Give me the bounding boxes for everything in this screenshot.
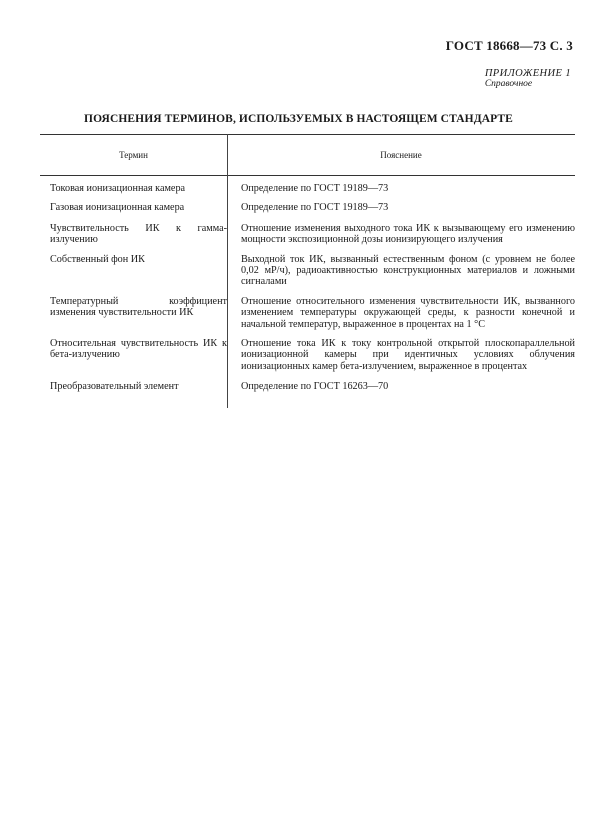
header-term: Термин (119, 150, 148, 160)
table-header (40, 135, 575, 175)
terms-table (40, 134, 575, 393)
table-row (40, 338, 575, 372)
appendix-label: ПРИЛОЖЕНИЕ 1 (484, 68, 571, 79)
table-row (40, 296, 575, 330)
row-explanation: Определение по ГОСТ 19189—73 (241, 183, 389, 194)
row-term: Токовая ионизационная камера (50, 183, 186, 194)
page-title: ПОЯСНЕНИЯ ТЕРМИНОВ, ИСПОЛЬЗУЕМЫХ В НАСТОЯЩЕМ СТАНДАРТЕ (84, 113, 513, 125)
row-term: Относительная чувствительность ИК к бета-излучению (50, 338, 227, 361)
table-header-rule (40, 175, 575, 176)
row-term: Чувствительность ИК к гамма-излучению (50, 222, 227, 246)
row-term: Температурный коэффициент изменения чувствительности ИК (50, 295, 227, 319)
row-explanation: Отношение тока ИК к току контрольной открытой плоскопараллельной ионизационной камеры при идентичных условиях облучения ионизационных камер бета-излучением, выраженное в процентах (241, 338, 575, 372)
appendix-type: Справочное (484, 79, 533, 89)
row-explanation: Выходной ток ИК, вызванный естественным фоном (с уровнем не более 0,02 мР/ч), радиоактивностью конструкционных материалов и ложными сигналами (241, 253, 575, 288)
row-term: Газовая ионизационная камера (50, 202, 185, 214)
row-term: Преобразовательный элемент (50, 381, 179, 393)
table-row (40, 223, 575, 246)
table-row (40, 202, 575, 213)
row-explanation: Определение по ГОСТ 19189—73 (241, 202, 389, 214)
header-explanation: Пояснение (380, 150, 422, 160)
table-row (40, 183, 575, 194)
row-explanation: Отношение изменения выходного тока ИК к вызывающему его изменению мощности экспозиционной дозы ионизирующего излучения (241, 222, 575, 246)
table-row (40, 381, 575, 392)
table-row (40, 254, 575, 288)
row-term: Собственный фон ИК (50, 253, 145, 265)
column-divider (227, 134, 228, 408)
row-explanation: Отношение относительного изменения чувствительности ИК, вызванного изменением температуры окружающей среды, к разности конечной и начальной температур, выраженное в процентах на 1 °С (241, 295, 575, 330)
row-explanation: Определение по ГОСТ 16263—70 (241, 381, 389, 393)
appendix-block (485, 68, 571, 89)
document-code: ГОСТ 18668—73 С. 3 (445, 38, 573, 53)
